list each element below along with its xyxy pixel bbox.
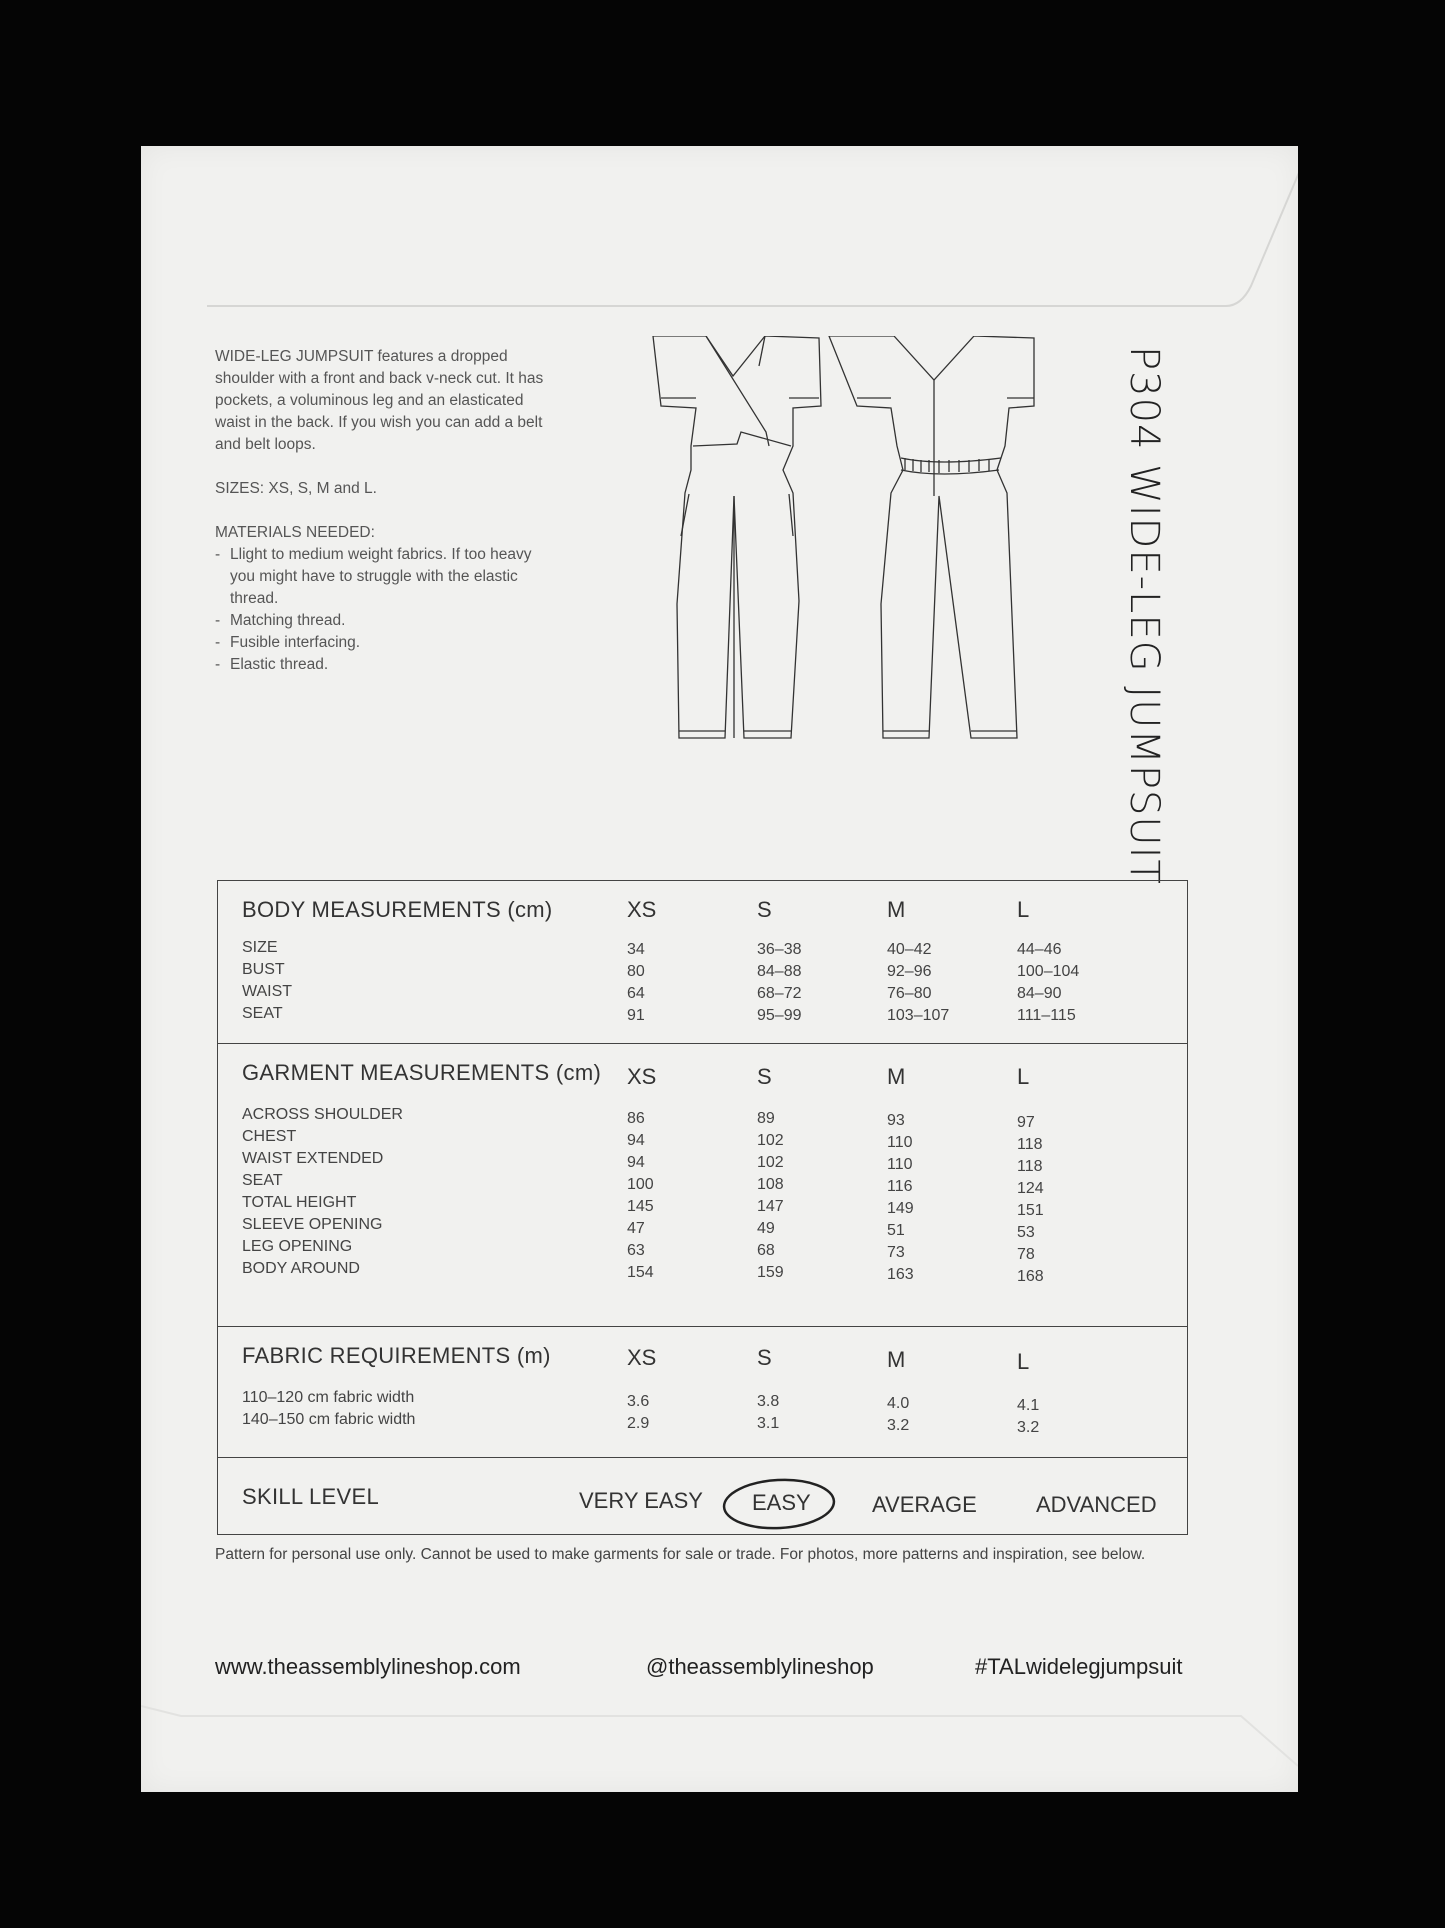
value-cell: 95–99	[757, 1007, 802, 1024]
value-cell: 92–96	[887, 963, 932, 980]
value-cell: 103–107	[887, 1007, 950, 1024]
front-view-sketch	[653, 336, 821, 738]
size-header: M	[887, 1347, 906, 1372]
size-header: L	[1017, 1064, 1030, 1089]
section-title: FABRIC REQUIREMENTS (m)	[242, 1343, 551, 1368]
pattern-envelope	[141, 146, 1298, 1792]
value-cell: 111–115	[1017, 1007, 1076, 1024]
value-cell: 168	[1017, 1268, 1044, 1285]
size-header: S	[757, 1345, 772, 1370]
value-cell: 118	[1017, 1158, 1043, 1175]
m-values	[887, 939, 949, 1027]
xs-values	[627, 939, 645, 1027]
sizes-text: SIZES: XS, S, M and L.	[215, 480, 377, 497]
value-cell: 124	[1017, 1180, 1044, 1197]
value-cell: 3.8	[757, 1393, 780, 1410]
value-cell: 97	[1017, 1114, 1035, 1131]
value-cell: 36–38	[757, 941, 802, 958]
m-values	[887, 1393, 909, 1437]
size-header: M	[887, 897, 906, 922]
row-label: WAIST	[242, 983, 293, 1000]
row-label: SIZE	[242, 939, 278, 956]
hashtag[interactable]: #TALwidelegjumpsuit	[975, 1654, 1183, 1679]
value-cell: 102	[757, 1132, 784, 1149]
value-cell: 94	[627, 1132, 645, 1149]
value-cell: 93	[887, 1112, 905, 1129]
row-labels	[242, 937, 292, 1025]
l-values	[1017, 1112, 1044, 1288]
value-cell: 86	[627, 1110, 645, 1127]
value-cell: 147	[757, 1198, 784, 1215]
value-cell: 116	[887, 1178, 913, 1195]
value-cell: 4.1	[1017, 1397, 1040, 1414]
row-labels	[242, 1387, 415, 1431]
value-cell: 40–42	[887, 941, 932, 958]
row-labels	[242, 1104, 403, 1280]
website-link[interactable]: www.theassemblylineshop.com	[215, 1654, 521, 1679]
skill-level-section	[218, 1458, 1187, 1534]
size-header: XS	[627, 897, 657, 922]
value-cell: 100–104	[1017, 963, 1080, 980]
garment-measurements-section	[218, 1044, 1187, 1327]
materials-item: - Elastic thread.	[215, 654, 545, 676]
size-header: M	[887, 1064, 906, 1089]
row-label: 140–150 cm fabric width	[242, 1411, 416, 1428]
value-cell: 154	[627, 1264, 654, 1281]
skill-advanced: ADVANCED	[1036, 1492, 1157, 1517]
measurement-table	[217, 880, 1188, 1535]
value-cell: 2.9	[627, 1415, 650, 1432]
section-title: BODY MEASUREMENTS (cm)	[242, 897, 553, 922]
row-label: TOTAL HEIGHT	[242, 1194, 357, 1211]
row-label: BODY AROUND	[242, 1260, 360, 1277]
value-cell: 78	[1017, 1246, 1035, 1263]
section-title: GARMENT MEASUREMENTS (cm)	[242, 1060, 602, 1085]
row-label: ACROSS SHOULDER	[242, 1106, 403, 1123]
value-cell: 80	[627, 963, 645, 980]
value-cell: 91	[627, 1007, 645, 1024]
skill-average: AVERAGE	[872, 1492, 977, 1517]
social-handle[interactable]: @theassemblylineshop	[646, 1654, 874, 1679]
value-cell: 84–88	[757, 963, 802, 980]
value-cell: 100	[627, 1176, 654, 1193]
value-cell: 159	[757, 1264, 784, 1281]
usage-footnote: Pattern for personal use only. Cannot be used to make garments for sale or trade. For photos, more patterns and inspiration, see below.	[215, 1546, 1146, 1563]
value-cell: 63	[627, 1242, 645, 1259]
pattern-description	[215, 346, 545, 676]
skill-very-easy: VERY EASY	[579, 1488, 703, 1513]
value-cell: 108	[757, 1176, 784, 1193]
value-cell: 34	[627, 941, 645, 958]
xs-values	[627, 1391, 649, 1435]
value-cell: 110	[887, 1156, 913, 1173]
value-cell: 145	[627, 1198, 654, 1215]
value-cell: 64	[627, 985, 645, 1002]
size-header: L	[1017, 1349, 1030, 1374]
value-cell: 76–80	[887, 985, 932, 1002]
materials-heading: MATERIALS NEEDED:	[215, 524, 375, 541]
size-header: L	[1017, 897, 1030, 922]
value-cell: 53	[1017, 1224, 1035, 1241]
body-measurements-section	[218, 881, 1187, 1044]
value-cell: 94	[627, 1154, 645, 1171]
value-cell: 49	[757, 1220, 775, 1237]
value-cell: 110	[887, 1134, 913, 1151]
value-cell: 51	[887, 1222, 905, 1239]
skill-easy: EASY	[752, 1490, 811, 1515]
value-cell: 151	[1017, 1202, 1044, 1219]
value-cell: 163	[887, 1266, 914, 1283]
value-cell: 89	[757, 1110, 775, 1127]
row-label: SLEEVE OPENING	[242, 1216, 383, 1233]
back-view-sketch	[829, 336, 1034, 738]
materials-item: - Llight to medium weight fabrics. If too heavy you might have to struggle with the elastic thread.	[215, 544, 545, 610]
fabric-requirements-section	[218, 1327, 1187, 1458]
xs-values	[627, 1108, 654, 1284]
materials-item: - Matching thread.	[215, 610, 545, 632]
m-values	[887, 1110, 914, 1286]
row-label: CHEST	[242, 1128, 297, 1145]
size-header: XS	[627, 1064, 657, 1089]
value-cell: 102	[757, 1154, 784, 1171]
description-text: WIDE-LEG JUMPSUIT features a dropped shoulder with a front and back v-neck cut. It has pockets, a voluminous leg and an elasticated waist in the back. If you wish you can add a belt and belt loops.	[215, 348, 544, 453]
value-cell: 44–46	[1017, 941, 1062, 958]
value-cell: 4.0	[887, 1395, 910, 1412]
value-cell: 73	[887, 1244, 905, 1261]
value-cell: 47	[627, 1220, 645, 1237]
jumpsuit-sketches	[561, 336, 1081, 936]
materials-item: - Fusible interfacing.	[215, 632, 545, 654]
l-values	[1017, 939, 1079, 1027]
size-header: S	[757, 1064, 772, 1089]
skill-level-title: SKILL LEVEL	[242, 1484, 380, 1509]
value-cell: 3.6	[627, 1393, 650, 1410]
size-header: XS	[627, 1345, 657, 1370]
row-label: BUST	[242, 961, 285, 978]
s-values	[757, 1108, 784, 1284]
size-header: S	[757, 897, 772, 922]
row-label: WAIST EXTENDED	[242, 1150, 384, 1167]
row-label: 110–120 cm fabric width	[242, 1389, 415, 1406]
value-cell: 3.2	[1017, 1419, 1040, 1436]
value-cell: 118	[1017, 1136, 1043, 1153]
value-cell: 68–72	[757, 985, 802, 1002]
value-cell: 68	[757, 1242, 775, 1259]
value-cell: 3.2	[887, 1417, 910, 1434]
pattern-title: P304 WIDE-LEG JUMPSUIT	[1121, 346, 1167, 885]
row-label: SEAT	[242, 1005, 283, 1022]
materials-list	[215, 544, 545, 676]
l-values	[1017, 1395, 1039, 1439]
value-cell: 3.1	[757, 1415, 780, 1432]
value-cell: 149	[887, 1200, 914, 1217]
row-label: SEAT	[242, 1172, 283, 1189]
value-cell: 84–90	[1017, 985, 1062, 1002]
row-label: LEG OPENING	[242, 1238, 353, 1255]
s-values	[757, 939, 802, 1027]
s-values	[757, 1391, 779, 1435]
